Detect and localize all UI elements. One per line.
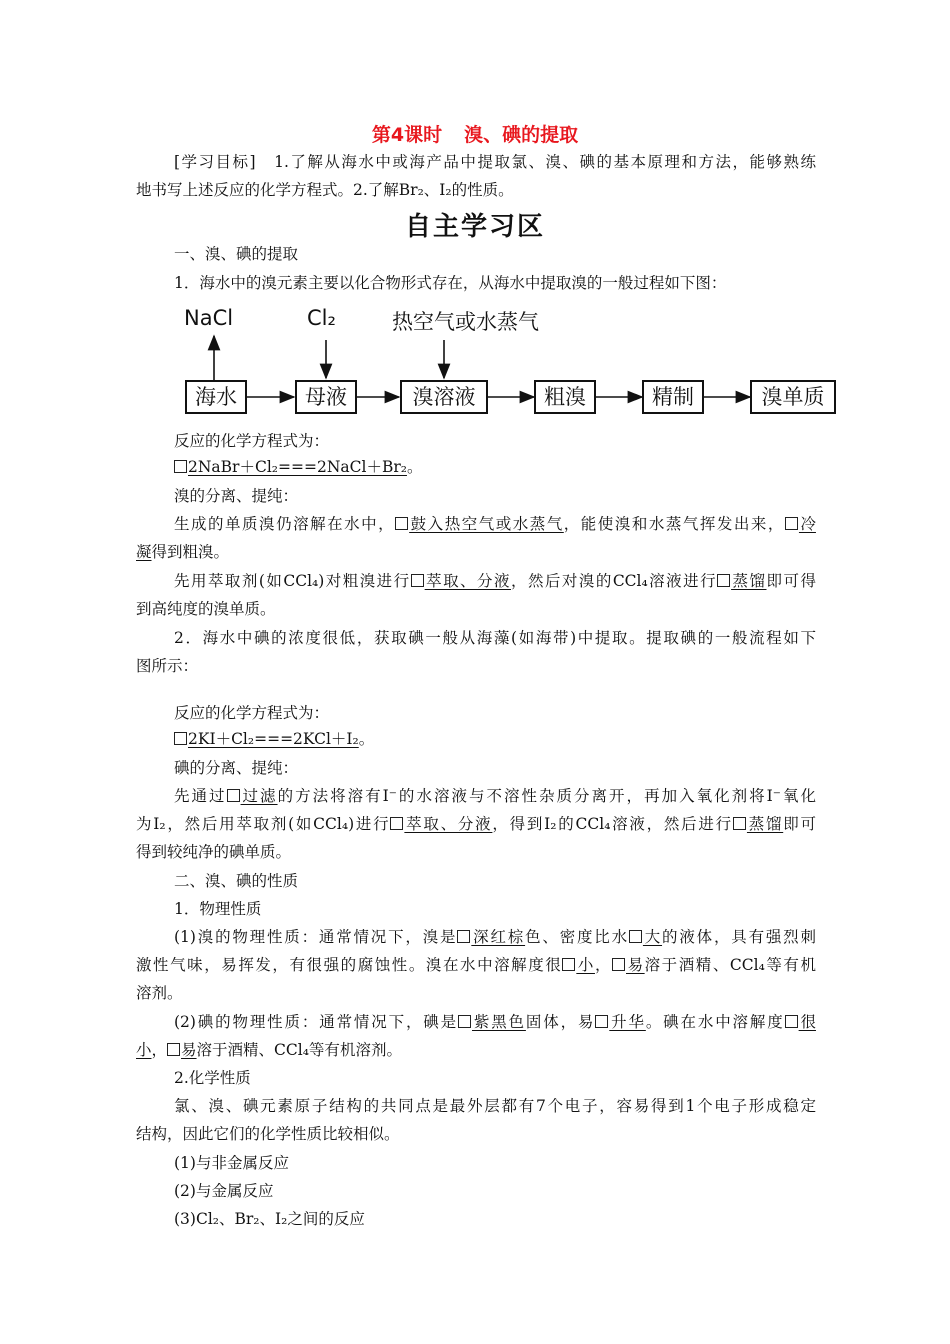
iodine-props-line-1: (2)碘的物理性质：通常情况下，碘是 紫黑色固体，易 升华。碘在水中溶解度 很 bbox=[174, 1013, 816, 1031]
answer-filtration: 过滤 bbox=[240, 787, 278, 805]
answer-box bbox=[411, 574, 424, 587]
part1-heading: 一、溴、碘的提取 bbox=[174, 245, 299, 263]
part2-item2: 2.化学性质 bbox=[174, 1069, 251, 1087]
paragraph-2-line-2: 到高纯度的溴单质。 bbox=[136, 600, 276, 618]
answer-easily-2: 易 bbox=[181, 1041, 197, 1059]
answer-easily: 易 bbox=[626, 956, 645, 974]
answer-extraction: 萃取、分液 bbox=[424, 572, 511, 590]
box-crude-bromine: 粗溴 bbox=[534, 380, 596, 414]
part1-item2-line-2: 图所示： bbox=[136, 657, 199, 675]
chem-props-line-1: 氯、溴、碘元素原子结构的共同点是最外层都有7个电子，容易得到1个电子形成稳定 bbox=[174, 1097, 816, 1115]
chem-sub-3: (3)Cl₂、Br₂、I₂之间的反应 bbox=[174, 1210, 365, 1228]
eq-label-1: 反应的化学方程式为： bbox=[174, 432, 330, 450]
label-nacl: NaCl bbox=[184, 306, 234, 330]
answer-box bbox=[390, 817, 403, 830]
sep-label-1: 溴的分离、提纯： bbox=[174, 487, 299, 505]
lesson-title bbox=[0, 120, 950, 147]
answer-sublimation: 升华 bbox=[609, 1013, 646, 1031]
paragraph-1-line-1: 生成的单质溴仍溶解在水中， 鼓入热空气或水蒸气，能使溴和水蒸气挥发出来， 冷 bbox=[174, 515, 816, 533]
box-refining: 精制 bbox=[642, 380, 704, 414]
chem-sub-1: (1)与非金属反应 bbox=[174, 1154, 289, 1172]
part2-item1: 1．物理性质 bbox=[174, 900, 262, 918]
bromine-props-line-1: (1)溴的物理性质：通常情况下，溴是 深红棕色、密度比水 大的液体，具有强烈刺 bbox=[174, 928, 816, 946]
answer-equation-2: 2KI＋Cl₂===2KCl＋I₂ bbox=[188, 730, 359, 748]
answer-greater: 大 bbox=[642, 928, 663, 946]
objectives-line-2: 地书写上述反应的化学方程式。2.了解Br₂、I₂的性质。 bbox=[136, 181, 514, 199]
box-bromine-element: 溴单质 bbox=[750, 380, 836, 414]
paragraph-3-line-2: 为I₂，然后用萃取剂(如CCl₄)进行 萃取、分液，得到I₂的CCl₄溶液，然后进行 蒸馏即可 bbox=[136, 815, 816, 833]
answer-distillation-2: 蒸馏 bbox=[746, 815, 784, 833]
box-mother-liquor: 母液 bbox=[295, 380, 357, 414]
answer-very-small-a: 很 bbox=[798, 1013, 816, 1031]
answer-blow-air: 鼓入热空气或水蒸气 bbox=[409, 515, 564, 533]
equation-2: 2KI＋Cl₂===2KCl＋I₂。 bbox=[174, 729, 854, 749]
answer-box bbox=[227, 789, 240, 802]
part2-heading: 二、溴、碘的性质 bbox=[174, 872, 299, 890]
bromine-props-line-3: 溶剂。 bbox=[136, 984, 183, 1002]
answer-box bbox=[612, 958, 625, 971]
answer-box bbox=[457, 930, 470, 943]
answer-box bbox=[174, 732, 187, 745]
box-seawater: 海水 bbox=[185, 380, 247, 414]
answer-box bbox=[174, 460, 187, 473]
answer-box bbox=[595, 1015, 608, 1028]
answer-condense-b: 凝 bbox=[136, 543, 152, 561]
lesson-number: 第4课时 bbox=[371, 124, 443, 146]
answer-condense-a: 冷 bbox=[798, 515, 816, 533]
answer-equation-1: 2NaBr＋Cl₂===2NaCl＋Br₂ bbox=[188, 458, 407, 476]
answer-dark-red-brown: 深红棕 bbox=[471, 928, 526, 946]
answer-box bbox=[785, 1015, 798, 1028]
paragraph-2-line-1: 先用萃取剂(如CCl₄)对粗溴进行 萃取、分液，然后对溴的CCl₄溶液进行 蒸馏即可得 bbox=[174, 572, 816, 590]
answer-small: 小 bbox=[576, 956, 595, 974]
answer-box bbox=[458, 1015, 471, 1028]
part1-item2-line-1: 2．海水中碘的浓度很低，获取碘一般从海藻(如海带)中提取。提取碘的一般流程如下 bbox=[174, 629, 816, 647]
answer-purple-black: 紫黑色 bbox=[472, 1013, 526, 1031]
bromine-props-line-2: 激性气味，易挥发，有很强的腐蚀性。溴在水中溶解度很 小， 易溶于酒精、CCl₄等有机 bbox=[136, 956, 816, 974]
label-cl2: Cl₂ bbox=[307, 306, 336, 330]
answer-box bbox=[717, 574, 730, 587]
label-hot-air-or-steam: 热空气或水蒸气 bbox=[392, 310, 539, 334]
paragraph-1-line-2: 凝得到粗溴。 bbox=[136, 543, 230, 561]
chem-sub-2: (2)与金属反应 bbox=[174, 1182, 274, 1200]
equation-1: 2NaBr＋Cl₂===2NaCl＋Br₂。 bbox=[174, 457, 854, 477]
box-bromine-solution: 溴溶液 bbox=[400, 380, 488, 414]
answer-distillation: 蒸馏 bbox=[731, 572, 767, 590]
section-heading: 自主学习区 bbox=[404, 212, 545, 242]
answer-box bbox=[785, 517, 798, 530]
paragraph-3-line-1: 先通过 过滤的方法将溶有I⁻的水溶液与不溶性杂质分离开，再加入氧化剂将I⁻氧化 bbox=[174, 787, 816, 805]
answer-box bbox=[395, 517, 408, 530]
lesson-topic: 溴、碘的提取 bbox=[464, 124, 579, 146]
sep-label-2: 碘的分离、提纯： bbox=[174, 759, 299, 777]
answer-very-small-b: 小 bbox=[136, 1041, 152, 1059]
answer-extraction-2: 萃取、分液 bbox=[404, 815, 493, 833]
part1-item1: 1．海水中的溴元素主要以化合物形式存在，从海水中提取溴的一般过程如下图： bbox=[174, 274, 727, 292]
answer-box bbox=[562, 958, 575, 971]
objectives-line-1: [学习目标] 1.了解从海水中或海产品中提取氯、溴、碘的基本原理和方法，能够熟练 bbox=[174, 153, 816, 171]
answer-box bbox=[629, 930, 642, 943]
iodine-props-line-2: 小， 易溶于酒精、CCl₄等有机溶剂。 bbox=[136, 1041, 402, 1059]
bromine-flow-diagram bbox=[170, 300, 850, 425]
eq-label-2: 反应的化学方程式为： bbox=[174, 704, 330, 722]
answer-box bbox=[733, 817, 746, 830]
chem-props-line-2: 结构，因此它们的化学性质比较相似。 bbox=[136, 1125, 400, 1143]
paragraph-3-line-3: 得到较纯净的碘单质。 bbox=[136, 843, 292, 861]
answer-box bbox=[167, 1043, 180, 1056]
